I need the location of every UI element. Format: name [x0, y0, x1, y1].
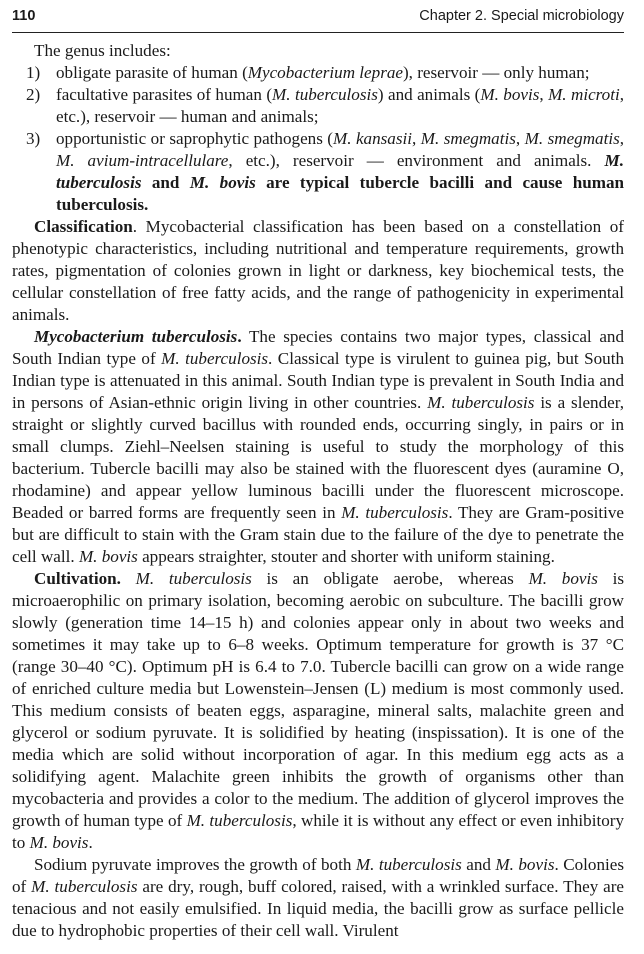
cultivation-paragraph: Cultivation. M. tuberculosis is an obligate aerobe, whereas M. bovis is microaerophilic on primary isolation, becoming aerobic on subculture. The bacilli grow slowly (generation time 14–15 h) and colonies appear only in about two weeks and sometimes it may take up to 6–8 weeks. Optimum temperature for growth is 37 °C (range 30–40 °C). Optimum pH is 6.4 to 7.0. Tubercle bacilli can grow on a wide range of enriched culture media but Lowenstein–Jensen (L) medium is most commonly used. This medium consists of beaten eggs, asparagine, mineral salts, malachite green and glycerol or sodium pyruvate. It is solidified by heating (inspissation). It is one of the media which are solid without incorporation of agar. In this medium egg acts as a solidifying agent. Malachite green inhibits the growth of organisms other than mycobacteria and provides a color to the medium. The addition of glycerol improves the growth of human type of M. tuberculosis, while it is without any effect or even inhibitory to M. bovis.	[12, 569, 625, 852]
list-item-number: 3)	[26, 129, 41, 148]
book-page	[12, 8, 624, 942]
list-item-number: 2)	[26, 85, 41, 104]
classification-paragraph: Classification. Mycobacterial classification has been based on a constellation of phenotypic characteristics, including nutritional and temperature requirements, growth rates, pigmentation of colonies grown in light or darkness, key biochemical tests, the cellular constellation of free fatty acids, and the range of pathogenicity in experimental animals.	[12, 217, 624, 324]
header-rule	[12, 32, 624, 33]
list-item	[12, 84, 624, 128]
running-header	[12, 8, 624, 28]
m-tuberculosis-paragraph: Mycobacterium tuberculosis. The species contains two major types, classical and South Indian type of M. tuberculosis. Classical type is virulent to guinea pig, but South Indian type is attenuated in this animal. South Indian type is prevalent in South India and in persons of Asian-ethnic origin living in other countries. M. tuberculosis is a slender, straight or slightly curved bacillus with rounded ends, occurring singly, in pairs or in small clumps. Ziehl–Neelsen staining is useful to study the morphology of this bacterium. Tubercle bacilli may also be stained with the fluorescent dyes (auramine O, rhodamine) and appear yellow luminous bacilli under the fluorescent microscope. Beaded or barred forms are frequently seen in M. tuberculosis. They are Gram-positive but are difficult to stain with the Gram stain due to the failure of the dye to penetrate the cell wall. M. bovis appears straighter, stouter and shorter with uniform staining.	[12, 327, 625, 566]
genus-intro: The genus includes:	[34, 41, 171, 60]
page-body	[12, 40, 624, 942]
list-item-text: obligate parasite of human (Mycobacterium leprae), reservoir — only human;	[56, 63, 590, 82]
list-item-text: opportunistic or saprophytic pathogens (M. kansasii, M. smegmatis, M. smegmatis, M. avium-intracellulare, etc.), reservoir — environment and animals. M. tuberculosis and M. bovis are typical tubercle bacilli and cause human tuberculosis.	[56, 129, 625, 214]
genus-list	[12, 62, 624, 216]
page-number: 110	[12, 8, 36, 24]
list-item-text: facultative parasites of human (M. tuberculosis) and animals (M. bovis, M. microti, etc.), reservoir — human and animals;	[56, 85, 625, 126]
list-item	[12, 128, 624, 216]
chapter-title: Chapter 2. Special microbiology	[419, 8, 624, 24]
sodium-pyruvate-paragraph: Sodium pyruvate improves the growth of both M. tuberculosis and M. bovis. Colonies of M. tuberculosis are dry, rough, buff colored, raised, with a wrinkled surface. They are tenacious and not easily emulsified. In liquid media, the bacilli grow as surface pellicle due to hydrophobic properties of their cell wall. Virulent	[12, 855, 625, 940]
list-item	[12, 62, 624, 84]
list-item-number: 1)	[26, 63, 41, 82]
